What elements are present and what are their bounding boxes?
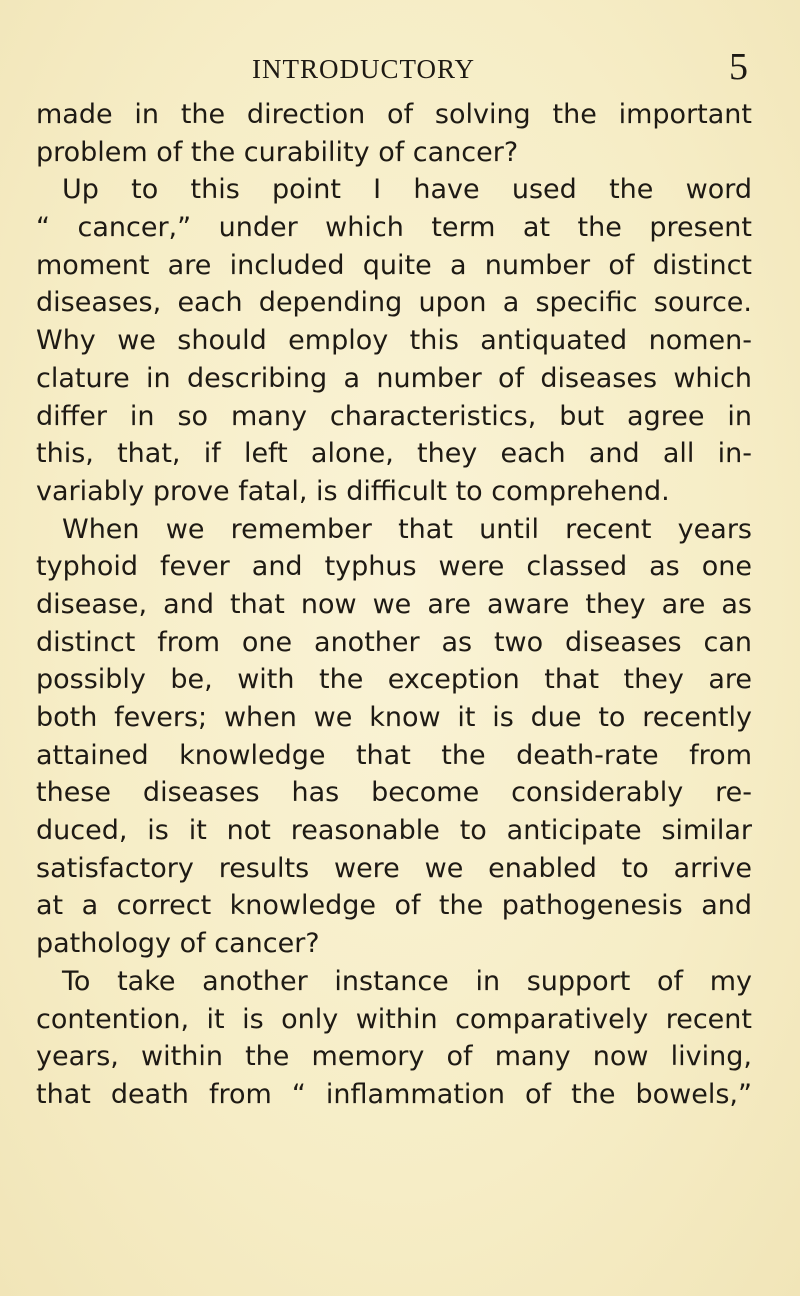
running-header	[36, 44, 752, 94]
text-line: this, that, if left alone, they each and all in-	[36, 438, 752, 470]
page-header-title: INTRODUCTORY	[252, 54, 476, 84]
text-line: contention, it is only within comparatively recent	[36, 1003, 752, 1035]
text-line: at a correct knowledge of the pathogenesis and	[36, 890, 752, 922]
body-text	[36, 96, 752, 1114]
text-line: made in the direction of solving the important	[36, 99, 752, 130]
text-line: distinct from one another as two diseases can	[36, 626, 752, 658]
text-line: When we remember that until recent years	[62, 513, 752, 545]
book-page	[36, 44, 752, 1114]
text-line: possibly be, with the exception that they are	[36, 664, 752, 696]
text-line: typhoid fever and typhus were classed as one	[36, 551, 752, 583]
text-line: clature in describing a number of diseases which	[36, 362, 752, 394]
text-line: diseases, each depending upon a specific source.	[36, 287, 752, 319]
page-number: 5	[729, 46, 748, 88]
text-line: problem of the curability of cancer?	[36, 136, 519, 168]
text-line: Up to this point I have used the word	[62, 174, 752, 206]
text-line: variably prove fatal, is difficult to comprehend.	[36, 475, 670, 507]
text-line: years, within the memory of many now living,	[36, 1041, 752, 1073]
text-line: that death from “ inflammation of the bowels,”	[36, 1078, 752, 1110]
text-line: Why we should employ this antiquated nomen-	[36, 325, 752, 357]
text-line: “ cancer,” under which term at the present	[36, 212, 752, 244]
text-line: duced, is it not reasonable to anticipate similar	[36, 815, 752, 847]
text-line: pathology of cancer?	[36, 928, 320, 960]
text-line: To take another instance in support of my	[62, 965, 752, 997]
text-line: satisfactory results were we enabled to arrive	[36, 852, 752, 884]
text-line: attained knowledge that the death-rate from	[36, 739, 752, 771]
text-line: moment are included quite a number of distinct	[36, 249, 752, 281]
text-line: differ in so many characteristics, but agree in	[36, 400, 752, 432]
text-line: these diseases has become considerably re-	[36, 777, 752, 809]
text-line: both fevers; when we know it is due to recently	[36, 702, 752, 733]
text-line: disease, and that now we are aware they are as	[36, 588, 752, 620]
